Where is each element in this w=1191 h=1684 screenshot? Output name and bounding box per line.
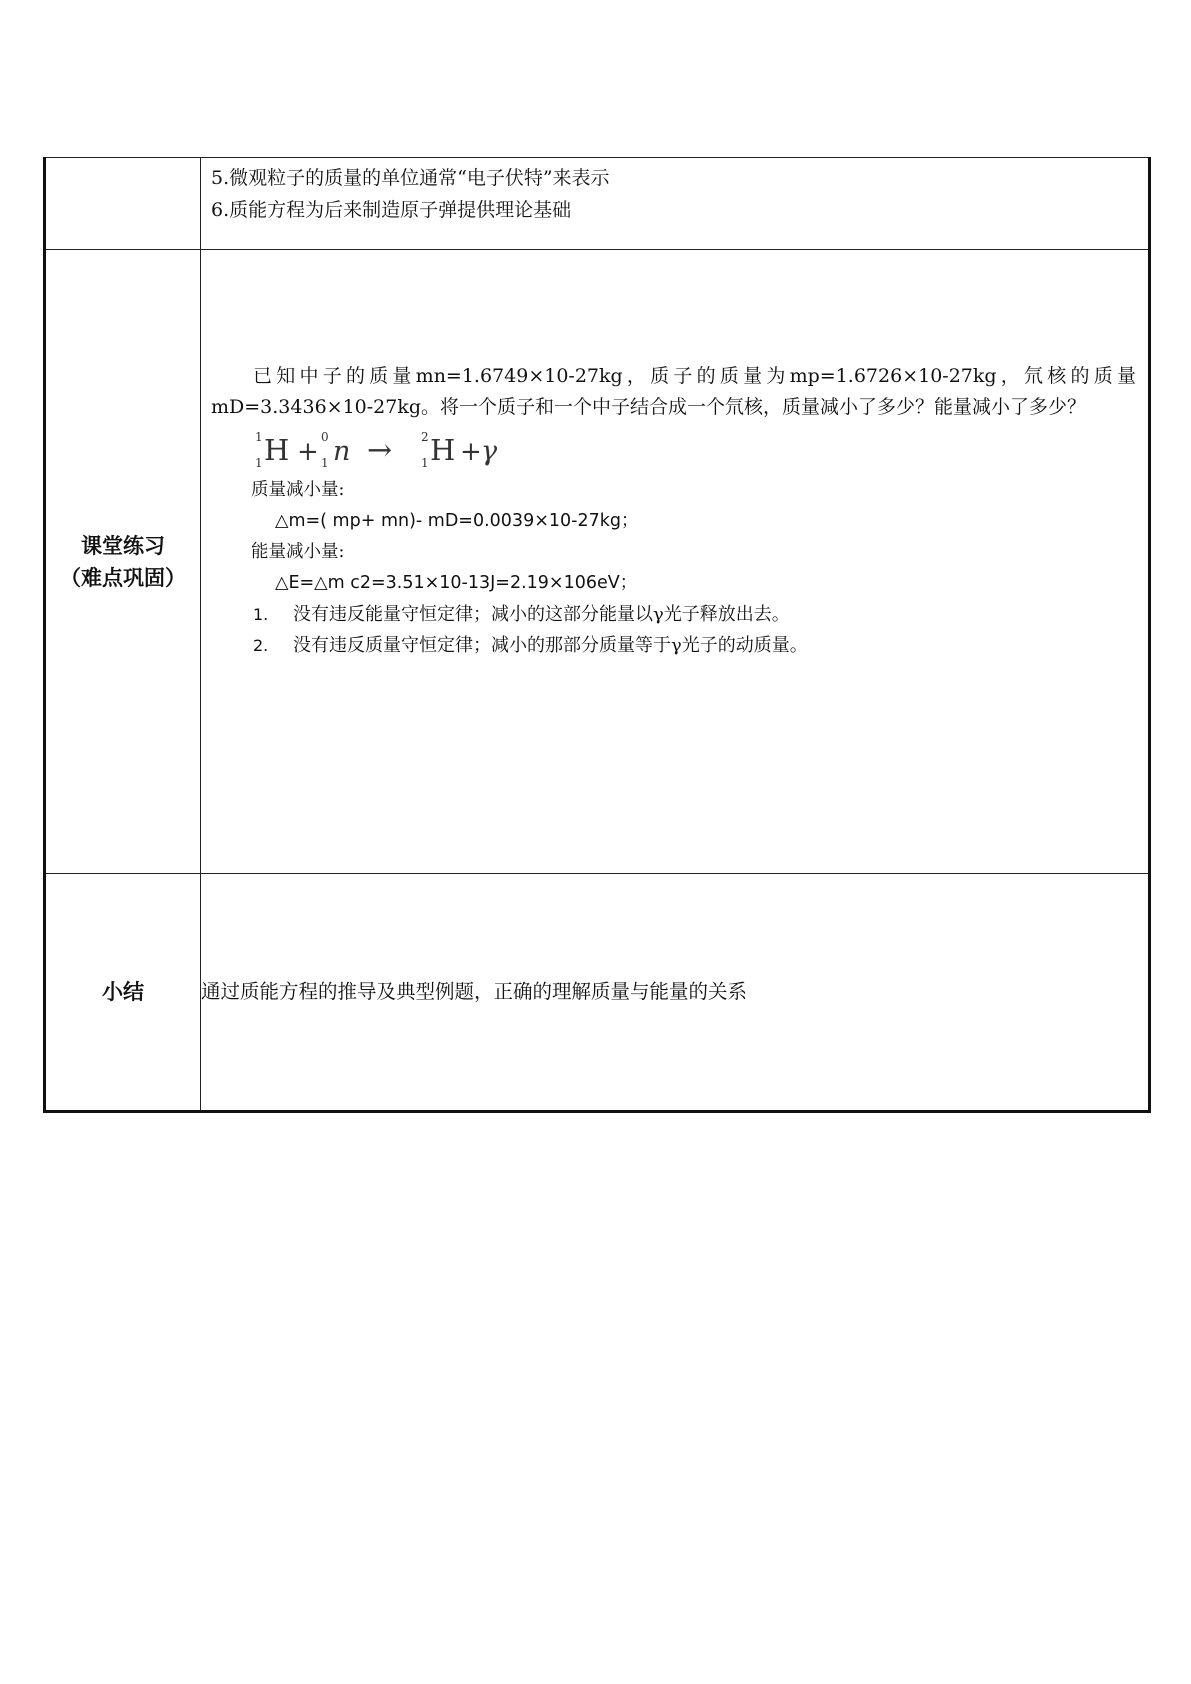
proton-symbol: H bbox=[264, 433, 290, 467]
list-item-number: 1. bbox=[253, 605, 269, 624]
deuteron-charge-number: 1 bbox=[421, 456, 429, 470]
summary-content-cell bbox=[201, 874, 1150, 1112]
knowledge-point-5: 5.微观粒子的质量的单位通常“电子伏特”来表示 bbox=[211, 167, 610, 189]
neutron-charge-number: 1 bbox=[321, 456, 329, 470]
plus-sign: + bbox=[460, 437, 482, 467]
energy-loss-formula: △E=△m c2=3.51×10-13J=2.19×106eV； bbox=[275, 573, 638, 593]
proton-charge-number: 1 bbox=[255, 456, 263, 470]
summary-text: 通过质能方程的推导及典型例题，正确的理解质量与能量的关系 bbox=[201, 980, 748, 1003]
summary-label-cell bbox=[45, 874, 201, 1112]
solution-block bbox=[251, 475, 1148, 599]
neutron-symbol: n bbox=[333, 436, 351, 467]
knowledge-point-6: 6.质能方程为后来制造原子弹提供理论基础 bbox=[211, 199, 572, 221]
lesson-table bbox=[43, 157, 1151, 1113]
proton-mass-number: 1 bbox=[255, 430, 263, 444]
list-item-number: 2. bbox=[253, 636, 269, 655]
table-row bbox=[45, 250, 1150, 874]
mass-loss-label: 质量减小量: bbox=[251, 480, 345, 500]
summary-label: 小结 bbox=[102, 980, 144, 1004]
nuclear-equation bbox=[251, 427, 1148, 475]
deuteron-mass-number: 2 bbox=[421, 430, 429, 444]
nuclear-equation-svg bbox=[251, 427, 551, 475]
conclusion-list bbox=[251, 599, 1148, 661]
practice-label-cell bbox=[45, 250, 201, 874]
table-row bbox=[45, 158, 1150, 250]
gamma-symbol: γ bbox=[481, 436, 498, 467]
list-item-text: 没有违反能量守恒定律；减小的这部分能量以γ光子释放出去。 bbox=[293, 604, 790, 625]
plus-sign: + bbox=[297, 437, 319, 467]
list-item bbox=[251, 630, 1148, 661]
practice-content-cell bbox=[201, 250, 1150, 874]
practice-label: 课堂练习 bbox=[81, 533, 165, 558]
row-label-cell bbox=[45, 158, 201, 250]
practice-problem: 已知中子的质量mn=1.6749×10-27kg，质子的质量为mp=1.6726×10-27kg，氘核的质量mD=3.3436×10-27kg。将一个质子和一个中子结合成一个氘核，质量减小了多少？能量减小了多少？ bbox=[211, 365, 1136, 418]
deuteron-symbol: H bbox=[430, 433, 456, 467]
reaction-arrow: → bbox=[367, 433, 393, 468]
knowledge-points-cell bbox=[201, 158, 1150, 250]
mass-loss-formula: △m=( mp+ mn)- mD=0.0039×10-27kg； bbox=[275, 511, 639, 531]
neutron-mass-number: 0 bbox=[321, 430, 329, 444]
table-row bbox=[45, 874, 1150, 1112]
energy-loss-label: 能量减小量: bbox=[251, 542, 345, 562]
list-item bbox=[251, 599, 1148, 630]
list-item-text: 没有违反质量守恒定律；减小的那部分质量等于γ光子的动质量。 bbox=[293, 635, 808, 656]
practice-sublabel: （难点巩固） bbox=[60, 565, 186, 590]
